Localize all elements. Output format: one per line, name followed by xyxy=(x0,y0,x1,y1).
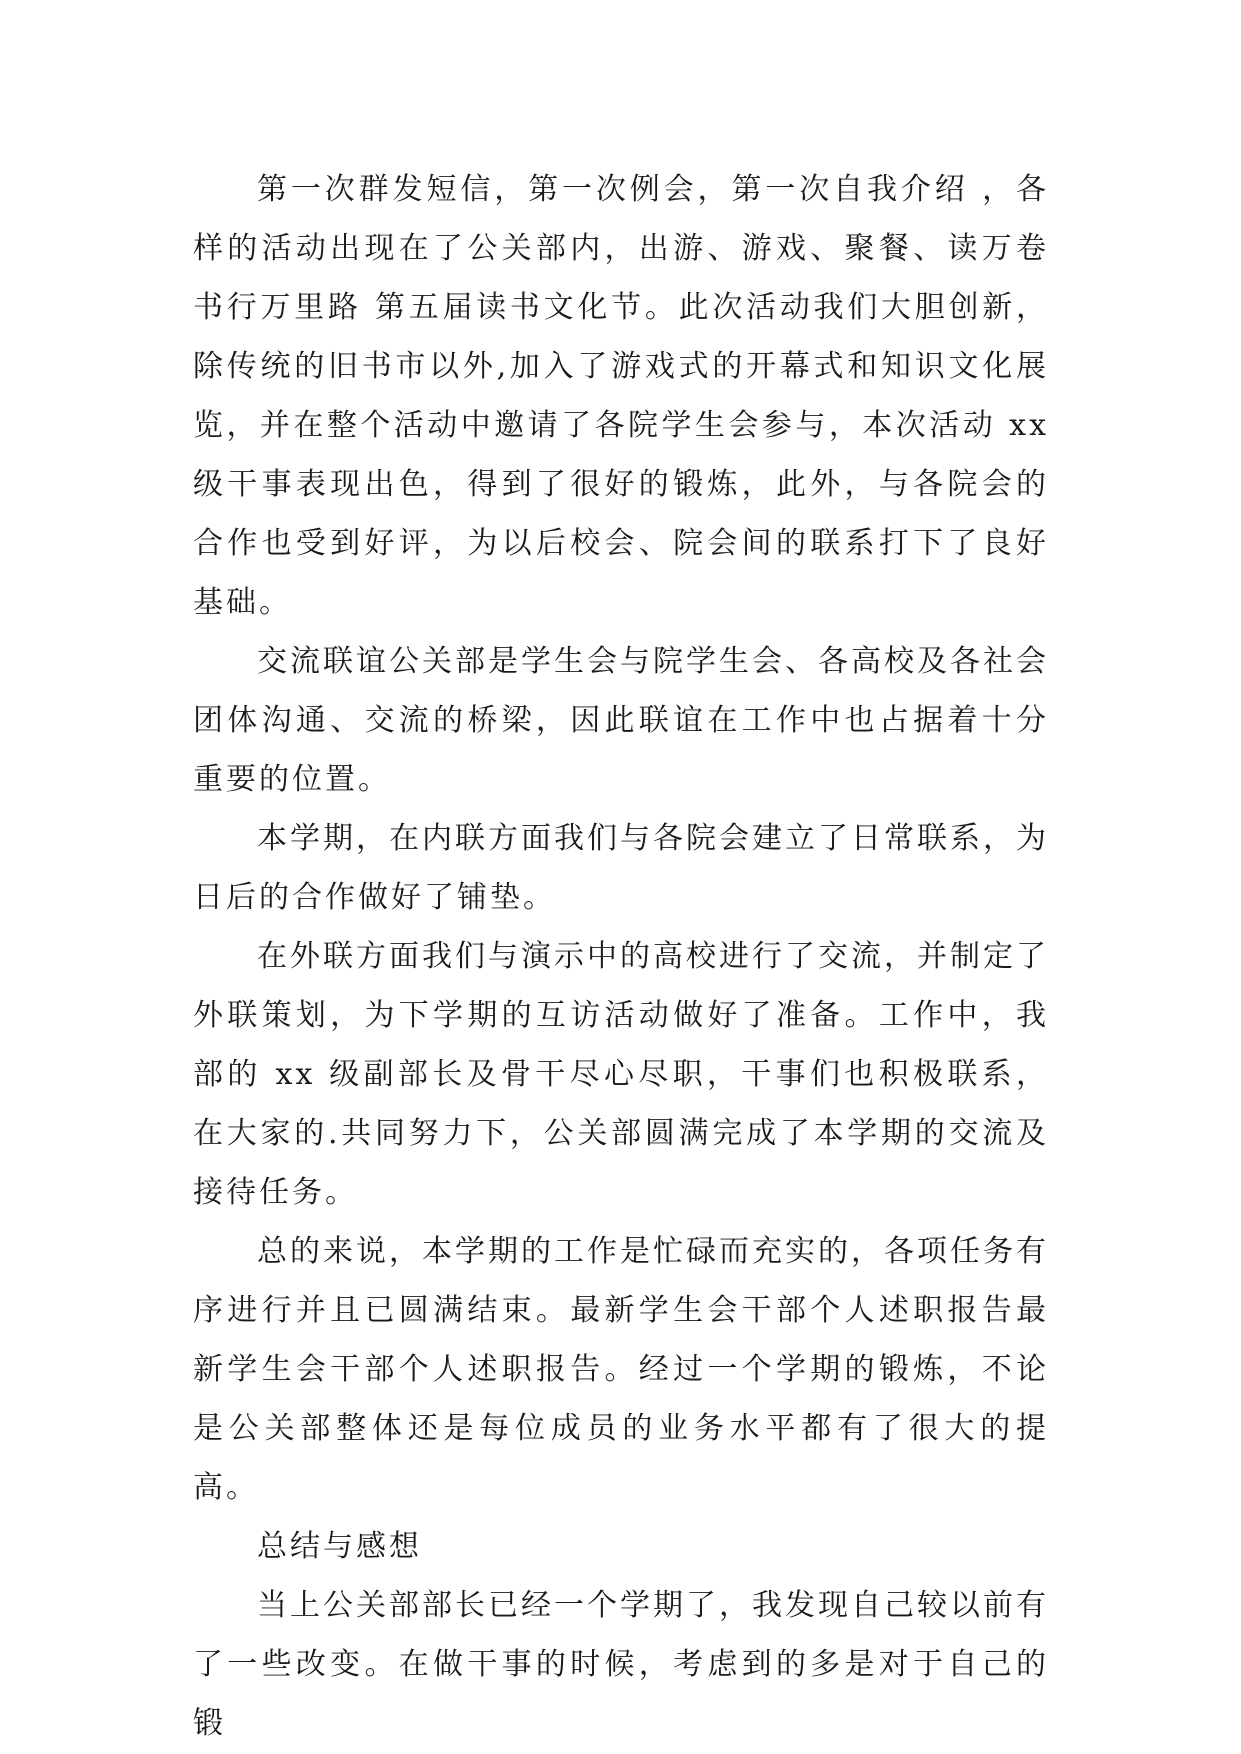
paragraph-summary: 总的来说，本学期的工作是忙碌而充实的，各项任务有序进行并且已圆满结束。最新学生会干部个人述职报告最新学生会干部个人述职报告。经过一个学期的锻炼，不论是公关部整体还是每位成员的业务水平都有了很大的提高。 xyxy=(193,1234,1049,1505)
paragraph-liaison: 交流联谊公关部是学生会与院学生会、各高校及各社会团体沟通、交流的桥梁，因此联谊在工作中也占据着十分重要的位置。 xyxy=(193,644,1049,797)
paragraph-activities: 第一次群发短信，第一次例会，第一次自我介绍 ，各样的活动出现在了公关部内，出游、游戏、聚餐、读万卷书行万里路 第五届读书文化节。此次活动我们大胆创新，除传统的旧书市以外,加入了游戏式的开幕式和知识文化展览，并在整个活动中邀请了各院学生会参与，本次活动 xx 级干事表现出色，得到了很好的锻炼，此外，与各院会的合作也受到好评，为以后校会、院会间的联系打下了良好基础。 xyxy=(193,172,1049,620)
paragraph-external-liaison: 在外联方面我们与演示中的高校进行了交流，并制定了外联策划，为下学期的互访活动做好了准备。工作中，我部的 xx 级副部长及骨干尽心尽职，干事们也积极联系，在大家的.共同努力下，公关部圆满完成了本学期的交流及接待任务。 xyxy=(193,939,1049,1210)
document-page xyxy=(193,160,1049,1753)
section-heading-reflection: 总结与感想 xyxy=(257,1529,422,1564)
paragraph-reflection: 当上公关部部长已经一个学期了，我发现自己较以前有了一些改变。在做干事的时候，考虑到的多是对于自己的锻 xyxy=(193,1588,1049,1741)
paragraph-internal-liaison: 本学期，在内联方面我们与各院会建立了日常联系，为日后的合作做好了铺垫。 xyxy=(193,821,1049,915)
